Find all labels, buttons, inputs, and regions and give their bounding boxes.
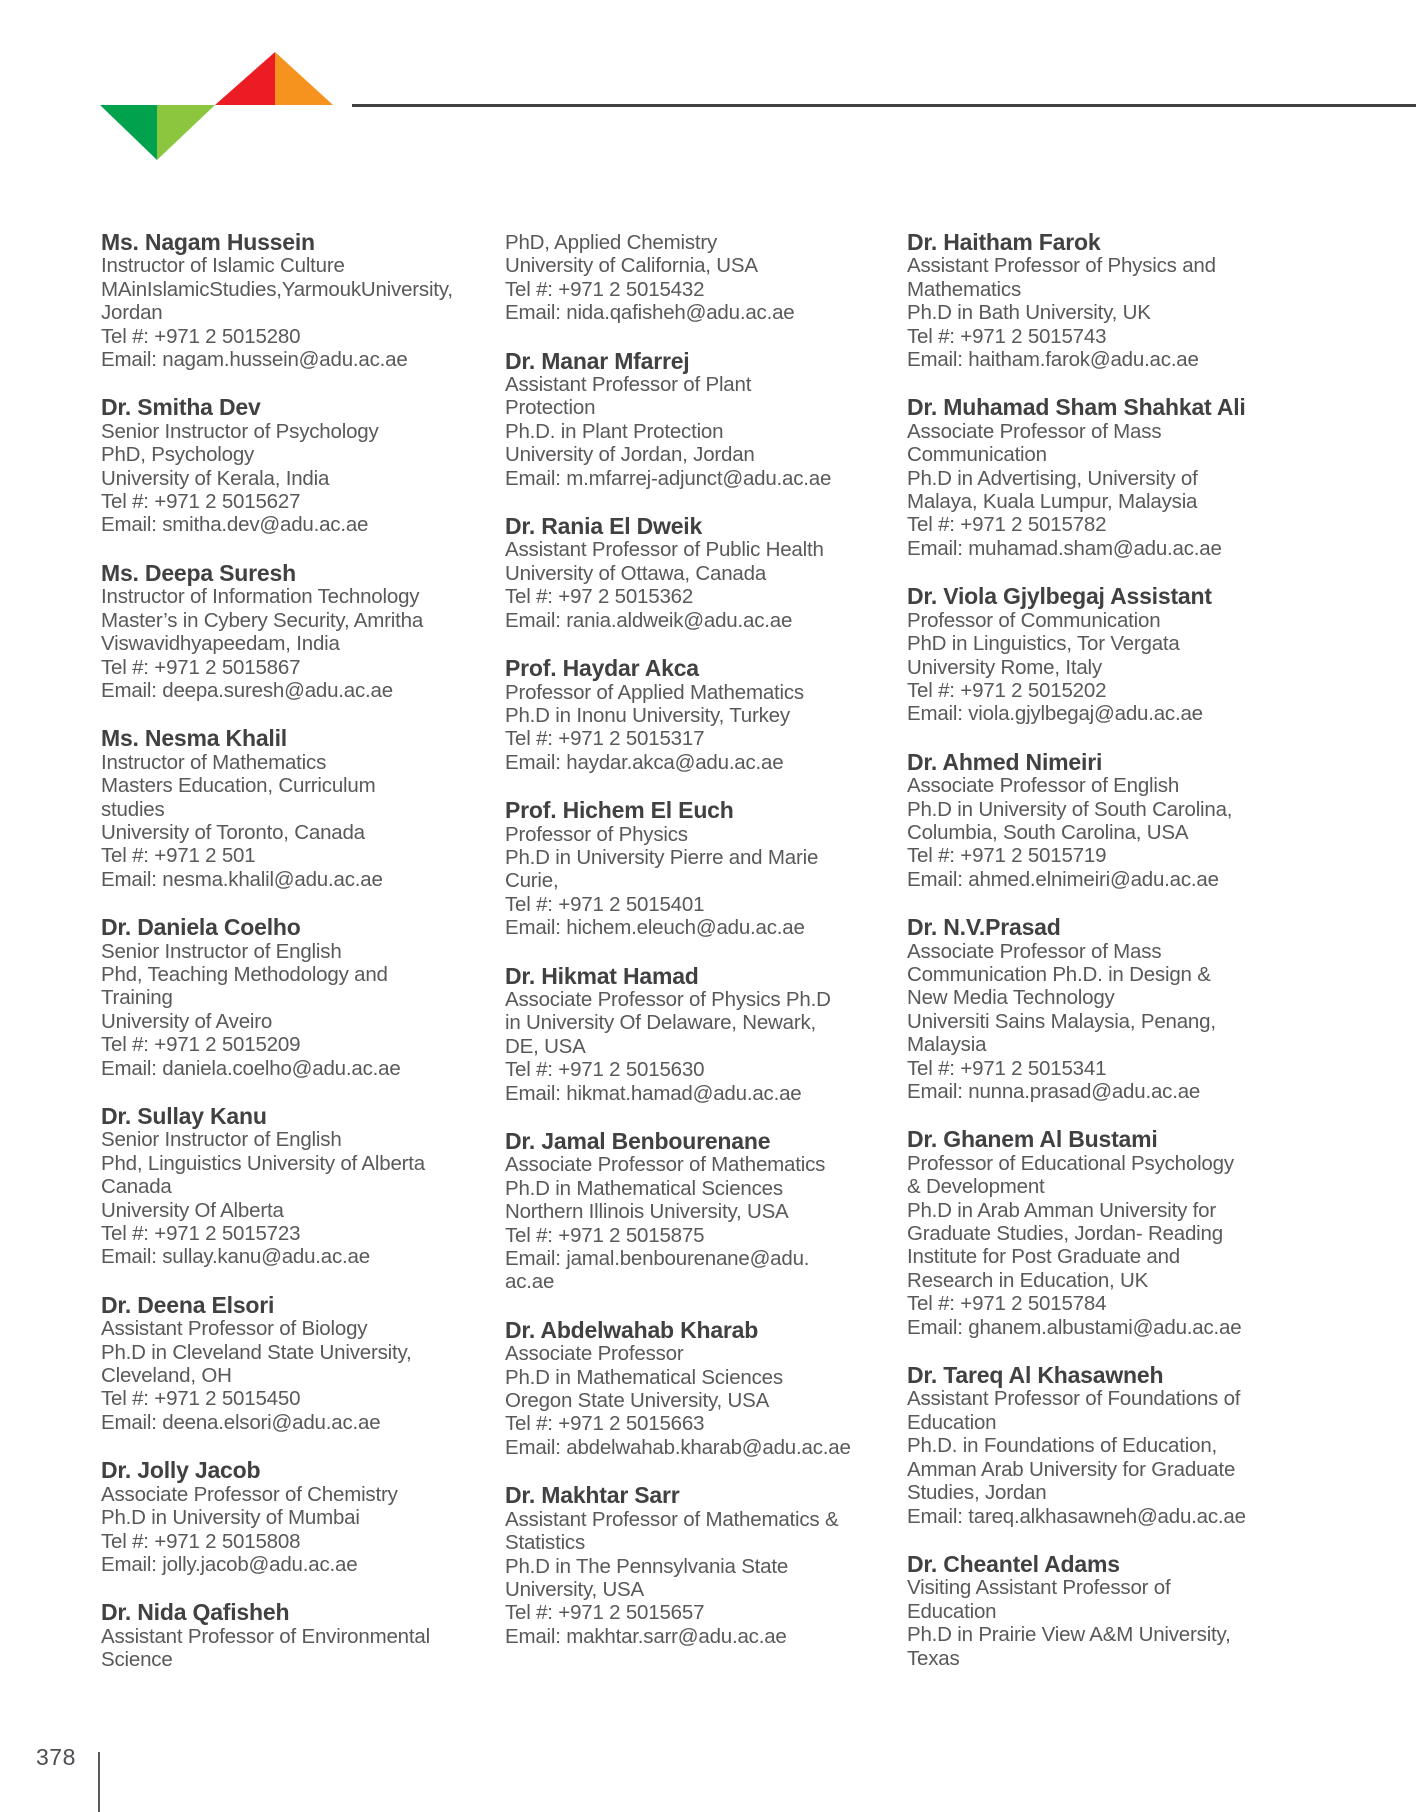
faculty-detail-line: Instructor of Mathematics <box>101 750 327 774</box>
faculty-detail-line: Visiting Assistant Professor of <box>907 1576 1171 1600</box>
faculty-entry <box>907 1364 1407 1528</box>
faculty-detail-line: Ph.D in Arab Amman University for <box>907 1198 1216 1222</box>
faculty-entry <box>907 1550 1407 1670</box>
faculty-detail-line: Cleveland, OH <box>101 1364 232 1388</box>
faculty-detail-line: Associate Professor of Physics Ph.D <box>505 987 831 1011</box>
faculty-detail-line: Viswavidhyapeedam, India <box>101 632 340 656</box>
faculty-detail-line: Tel #: +971 2 5015875 <box>505 1223 705 1247</box>
faculty-name: Dr. Hikmat Hamad <box>505 962 699 989</box>
faculty-detail-line: Assistant Professor of Foundations of <box>907 1387 1241 1411</box>
faculty-detail-line: University of Jordan, Jordan <box>505 443 755 467</box>
faculty-detail-line: Email: deepa.suresh@adu.ac.ae <box>101 678 393 702</box>
faculty-detail-line: ac.ae <box>505 1270 555 1294</box>
faculty-detail-line: Assistant Professor of Physics and <box>907 254 1216 278</box>
faculty-name: Ms. Nesma Khalil <box>101 725 287 752</box>
faculty-detail-line: Tel #: +971 2 501 <box>101 844 256 868</box>
faculty-entry <box>505 962 900 1105</box>
faculty-detail-line: Training <box>101 986 173 1010</box>
faculty-detail-line: Ph.D in University of South Carolina, <box>907 797 1233 821</box>
faculty-detail-line: studies <box>101 797 165 821</box>
faculty-detail-line: Email: jolly.jacob@adu.ac.ae <box>101 1552 358 1576</box>
faculty-detail-line: Tel #: +971 2 5015280 <box>101 324 301 348</box>
faculty-detail-line: Tel #: +971 2 5015627 <box>101 490 301 514</box>
directory-column <box>505 231 900 1673</box>
faculty-name: Dr. Manar Mfarrej <box>505 347 690 374</box>
logo-dark-green-triangle-icon <box>100 105 157 160</box>
faculty-detail-line: Email: jamal.benbourenane@adu. <box>505 1247 810 1271</box>
faculty-detail-line: Email: hichem.eleuch@adu.ac.ae <box>505 916 805 940</box>
faculty-detail-line: Tel #: +971 2 5015341 <box>907 1056 1107 1080</box>
faculty-entry <box>505 231 900 325</box>
faculty-detail-line: Master’s in Cybery Security, Amritha <box>101 608 424 632</box>
faculty-detail-line: Ph.D in The Pennsylvania State <box>505 1554 789 1578</box>
faculty-detail-line: Tel #: +971 2 5015630 <box>505 1058 705 1082</box>
faculty-name: Dr. Ahmed Nimeiri <box>907 748 1103 775</box>
faculty-detail-line: Email: ghanem.albustami@adu.ac.ae <box>907 1315 1242 1339</box>
faculty-name: Dr. Abdelwahab Kharab <box>505 1316 759 1343</box>
faculty-name: Prof. Haydar Akca <box>505 655 699 682</box>
logo-red-triangle-icon <box>215 52 275 105</box>
faculty-entry <box>505 347 900 490</box>
faculty-detail-line: Email: daniela.coelho@adu.ac.ae <box>101 1056 401 1080</box>
faculty-detail-line: Email: haydar.akca@adu.ac.ae <box>505 750 784 774</box>
directory <box>0 231 1418 1691</box>
faculty-entry <box>505 657 900 774</box>
faculty-detail-line: Email: hikmat.hamad@adu.ac.ae <box>505 1081 802 1105</box>
faculty-detail-line: Education <box>907 1410 997 1434</box>
faculty-detail-line: Mathematics <box>907 277 1022 301</box>
faculty-detail-line: Tel #: +971 2 5015450 <box>101 1387 301 1411</box>
logo-light-green-triangle-icon <box>157 105 215 160</box>
faculty-detail-line: Associate Professor of Mass <box>907 939 1162 963</box>
faculty-detail-line: PhD in Linguistics, Tor Vergata <box>907 632 1180 656</box>
faculty-detail-line: Ph.D in Advertising, University of <box>907 466 1198 490</box>
faculty-entry <box>101 727 496 891</box>
faculty-detail-line: Email: smitha.dev@adu.ac.ae <box>101 513 369 537</box>
faculty-detail-line: Instructor of Information Technology <box>101 585 420 609</box>
faculty-detail-line: Tel #: +971 2 5015782 <box>907 513 1107 537</box>
faculty-detail-line: Research in Education, UK <box>907 1268 1149 1292</box>
faculty-detail-line: University of Ottawa, Canada <box>505 561 767 585</box>
faculty-detail-line: Columbia, South Carolina, USA <box>907 820 1189 844</box>
faculty-entry <box>907 231 1407 371</box>
page-number: 378 <box>36 1744 76 1770</box>
faculty-entry <box>505 1130 900 1294</box>
faculty-detail-line: Email: nida.qafisheh@adu.ac.ae <box>505 301 795 325</box>
faculty-detail-line: Email: tareq.alkhasawneh@adu.ac.ae <box>907 1504 1246 1528</box>
faculty-name: Dr. Nida Qafisheh <box>101 1599 290 1626</box>
faculty-detail-line: Email: haitham.farok@adu.ac.ae <box>907 348 1199 372</box>
faculty-name: Dr. N.V.Prasad <box>907 914 1061 941</box>
faculty-detail-line: Ph.D. in Plant Protection <box>505 419 724 443</box>
faculty-detail-line: Assistant Professor of Biology <box>101 1317 368 1341</box>
faculty-entry <box>101 1105 496 1269</box>
faculty-detail-line: Ph.D. in Foundations of Education, <box>907 1434 1218 1458</box>
faculty-detail-line: Ph.D in Inonu University, Turkey <box>505 703 790 727</box>
faculty-name: Dr. Jolly Jacob <box>101 1457 261 1484</box>
faculty-name: Dr. Ghanem Al Bustami <box>907 1126 1158 1153</box>
faculty-detail-line: Email: ahmed.elnimeiri@adu.ac.ae <box>907 867 1219 891</box>
faculty-detail-line: Tel #: +971 2 5015719 <box>907 844 1107 868</box>
faculty-entry <box>101 916 496 1080</box>
faculty-detail-line: Ph.D in Bath University, UK <box>907 301 1151 325</box>
faculty-detail-line: MAinIslamicStudies,YarmoukUniversity, <box>101 277 453 301</box>
faculty-detail-line: Instructor of Islamic Culture <box>101 254 345 278</box>
faculty-entry <box>101 231 496 371</box>
faculty-detail-line: Canada <box>101 1175 172 1199</box>
faculty-detail-line: Tel #: +971 2 5015867 <box>101 655 301 679</box>
faculty-detail-line: Email: abdelwahab.kharab@adu.ac.ae <box>505 1435 851 1459</box>
faculty-detail-line: Email: muhamad.sham@adu.ac.ae <box>907 536 1222 560</box>
faculty-detail-line: Professor of Educational Psychology <box>907 1151 1234 1175</box>
faculty-detail-line: University of Aveiro <box>101 1009 273 1033</box>
faculty-detail-line: Phd, Teaching Methodology and <box>101 962 388 986</box>
faculty-entry <box>907 396 1407 560</box>
faculty-detail-line: Ph.D in Mathematical Sciences <box>505 1365 783 1389</box>
faculty-name: Dr. Jamal Benbourenane <box>505 1128 771 1154</box>
faculty-detail-line: Tel #: +971 2 5015743 <box>907 324 1107 348</box>
faculty-detail-line: University Of Alberta <box>101 1198 284 1222</box>
faculty-detail-line: Assistant Professor of Public Health <box>505 538 824 562</box>
faculty-detail-line: Tel #: +971 2 5015432 <box>505 277 705 301</box>
faculty-detail-line: Universiti Sains Malaysia, Penang, <box>907 1009 1216 1033</box>
faculty-name: Dr. Sullay Kanu <box>101 1103 267 1129</box>
faculty-detail-line: Malaysia <box>907 1033 987 1057</box>
faculty-detail-line: Phd, Linguistics University of Alberta <box>101 1151 425 1175</box>
faculty-entry <box>907 916 1407 1103</box>
faculty-detail-line: Education <box>907 1599 997 1623</box>
faculty-entry <box>101 1291 496 1434</box>
faculty-detail-line: University of California, USA <box>505 254 758 278</box>
faculty-detail-line: Associate Professor <box>505 1342 684 1366</box>
faculty-detail-line: Associate Professor of Chemistry <box>101 1482 398 1506</box>
faculty-detail-line: Tel #: +971 2 5015317 <box>505 727 705 751</box>
faculty-name: Dr. Rania El Dweik <box>505 513 703 540</box>
faculty-detail-line: Email: nagam.hussein@adu.ac.ae <box>101 348 408 372</box>
faculty-detail-line: Curie, <box>505 869 559 893</box>
faculty-detail-line: Studies, Jordan <box>907 1481 1047 1505</box>
faculty-entry <box>907 585 1407 725</box>
faculty-detail-line: University of Toronto, Canada <box>101 820 365 844</box>
faculty-name: Prof. Hichem El Euch <box>505 797 734 824</box>
faculty-entry <box>505 1484 900 1648</box>
faculty-detail-line: Jordan <box>101 301 163 325</box>
faculty-entry <box>505 1316 900 1459</box>
faculty-detail-line: Tel #: +971 2 5015401 <box>505 892 705 916</box>
faculty-detail-line: PhD, Psychology <box>101 443 255 467</box>
faculty-detail-line: Associate Professor of Mathematics <box>505 1153 826 1177</box>
faculty-detail-line: Communication Ph.D. in Design & <box>907 962 1211 986</box>
faculty-detail-line: in University Of Delaware, Newark, <box>505 1011 817 1035</box>
faculty-detail-line: University, USA <box>505 1577 645 1601</box>
faculty-detail-line: Senior Instructor of Psychology <box>101 419 379 443</box>
directory-column <box>101 231 496 1697</box>
faculty-detail-line: Graduate Studies, Jordan- Reading <box>907 1222 1223 1246</box>
faculty-detail-line: Ph.D in University Pierre and Marie <box>505 845 819 869</box>
faculty-detail-line: Masters Education, Curriculum <box>101 774 376 798</box>
logo <box>0 0 360 180</box>
faculty-detail-line: Statistics <box>505 1531 586 1555</box>
faculty-detail-line: Protection <box>505 396 596 420</box>
faculty-name: Dr. Muhamad Sham Shahkat Ali <box>907 394 1246 421</box>
faculty-detail-line: Ph.D in Mathematical Sciences <box>505 1176 783 1200</box>
faculty-entry <box>101 396 496 536</box>
faculty-name: Dr. Cheantel Adams <box>907 1550 1120 1577</box>
faculty-detail-line: Assistant Professor of Environmental <box>101 1624 430 1648</box>
faculty-detail-line: Tel #: +971 2 5015657 <box>505 1601 705 1625</box>
faculty-detail-line: Science <box>101 1648 173 1672</box>
faculty-entry <box>101 1601 496 1671</box>
faculty-detail-line: Tel #: +97 2 5015362 <box>505 585 694 609</box>
faculty-entry <box>907 748 1407 891</box>
faculty-detail-line: Email: m.mfarrej-adjunct@adu.ac.ae <box>505 466 832 490</box>
faculty-detail-line: Tel #: +971 2 5015663 <box>505 1412 705 1436</box>
faculty-detail-line: Malaya, Kuala Lumpur, Malaysia <box>907 490 1198 514</box>
faculty-detail-line: Email: makhtar.sarr@adu.ac.ae <box>505 1624 787 1648</box>
faculty-name: Dr. Deena Elsori <box>101 1291 275 1318</box>
faculty-detail-line: PhD, Applied Chemistry <box>505 231 718 254</box>
faculty-name: Dr. Viola Gjylbegaj Assistant <box>907 583 1212 610</box>
faculty-detail-line: Professor of Applied Mathematics <box>505 680 804 704</box>
faculty-detail-line: Assistant Professor of Plant <box>505 373 752 397</box>
faculty-name: Ms. Nagam Hussein <box>101 229 315 255</box>
faculty-entry <box>505 515 900 632</box>
faculty-entry <box>101 1459 496 1576</box>
faculty-detail-line: Communication <box>907 443 1047 467</box>
faculty-detail-line: Email: nunna.prasad@adu.ac.ae <box>907 1080 1201 1103</box>
faculty-detail-line: Northern Illinois University, USA <box>505 1200 789 1224</box>
faculty-detail-line: Tel #: +971 2 5015808 <box>101 1529 301 1553</box>
faculty-detail-line: Email: viola.gjylbegaj@adu.ac.ae <box>907 702 1203 726</box>
faculty-detail-line: Ph.D in Prairie View A&M University, <box>907 1623 1231 1647</box>
faculty-detail-line: Ph.D in University of Mumbai <box>101 1506 360 1530</box>
faculty-detail-line: Senior Instructor of English <box>101 939 342 963</box>
faculty-detail-line: Associate Professor of Mass <box>907 419 1162 443</box>
faculty-name: Dr. Haitham Farok <box>907 229 1101 255</box>
faculty-detail-line: Tel #: +971 2 5015209 <box>101 1033 301 1057</box>
faculty-detail-line: Associate Professor of English <box>907 774 1180 798</box>
faculty-detail-line: Texas <box>907 1646 960 1670</box>
faculty-detail-line: New Media Technology <box>907 986 1115 1010</box>
logo-orange-triangle-icon <box>275 52 333 105</box>
faculty-name: Dr. Daniela Coelho <box>101 914 301 941</box>
faculty-detail-line: Institute for Post Graduate and <box>907 1245 1180 1269</box>
faculty-entry <box>101 559 496 702</box>
faculty-detail-line: Tel #: +971 2 5015784 <box>907 1292 1107 1316</box>
faculty-detail-line: Senior Instructor of English <box>101 1128 342 1152</box>
faculty-detail-line: University Rome, Italy <box>907 655 1102 679</box>
faculty-detail-line: Tel #: +971 2 5015202 <box>907 678 1107 702</box>
faculty-entry <box>907 1128 1407 1339</box>
footer-divider <box>98 1752 100 1812</box>
faculty-detail-line: Email: rania.aldweik@adu.ac.ae <box>505 608 793 632</box>
header-rule <box>352 104 1416 107</box>
directory-column <box>907 231 1407 1695</box>
faculty-detail-line: Professor of Physics <box>505 822 688 846</box>
faculty-detail-line: Professor of Communication <box>907 608 1161 632</box>
faculty-detail-line: Ph.D in Cleveland State University, <box>101 1340 412 1364</box>
faculty-detail-line: Tel #: +971 2 5015723 <box>101 1222 301 1246</box>
faculty-name: Dr. Tareq Al Khasawneh <box>907 1362 1164 1389</box>
faculty-detail-line: Email: nesma.khalil@adu.ac.ae <box>101 867 383 891</box>
faculty-detail-line: Assistant Professor of Mathematics & <box>505 1507 839 1531</box>
faculty-detail-line: University of Kerala, India <box>101 466 330 490</box>
faculty-detail-line: DE, USA <box>505 1034 586 1058</box>
faculty-name: Dr. Makhtar Sarr <box>505 1482 680 1509</box>
faculty-detail-line: Oregon State University, USA <box>505 1389 770 1413</box>
faculty-name: Dr. Smitha Dev <box>101 394 261 421</box>
faculty-detail-line: & Development <box>907 1175 1045 1199</box>
faculty-detail-line: Email: deena.elsori@adu.ac.ae <box>101 1410 381 1434</box>
faculty-name: Ms. Deepa Suresh <box>101 559 296 586</box>
faculty-detail-line: Email: sullay.kanu@adu.ac.ae <box>101 1245 370 1269</box>
faculty-detail-line: Amman Arab University for Graduate <box>907 1457 1236 1481</box>
faculty-entry <box>505 799 900 939</box>
